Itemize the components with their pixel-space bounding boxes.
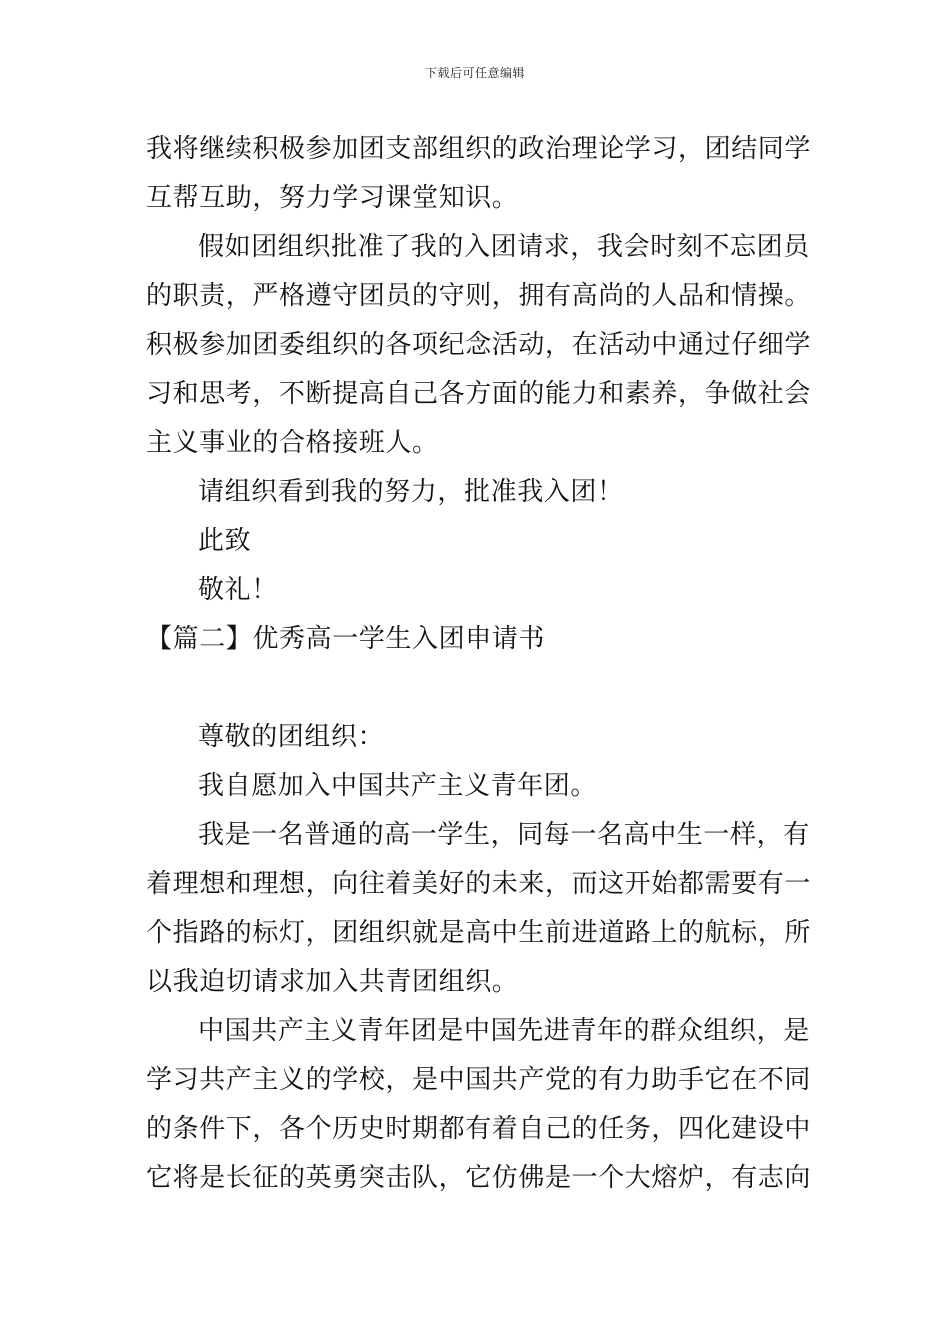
text-line: 请组织看到我的努力，批准我入团！ [198, 477, 624, 507]
text-line: 此致 [198, 526, 252, 556]
text-line: 的条件下，各个历史时期都有着自己的任务，四化建设中 [146, 1114, 812, 1144]
text-line: 我自愿加入中国共产主义青年团。 [198, 771, 598, 801]
text-line: 中国共产主义青年团是中国先进青年的群众组织，是 [198, 1016, 810, 1046]
text-line: 尊敬的团组织： [198, 722, 385, 752]
paragraph-spacer [146, 664, 811, 713]
text-line: 以我迫切请求加入共青团组织。 [146, 967, 519, 997]
document-body [146, 125, 811, 1203]
text-line: 着理想和理想，向往着美好的未来，而这开始都需要有一 [146, 869, 812, 899]
text-line: 习和思考，不断提高自己各方面的能力和素养，争做社会 [146, 379, 812, 409]
text-line: 【篇二】优秀高一学生入团申请书 [146, 624, 546, 654]
paragraph [146, 811, 811, 1007]
text-line: 它将是长征的英勇突击队，它仿佛是一个大熔炉，有志向 [146, 1163, 812, 1193]
paragraph [146, 1007, 811, 1203]
paragraph [146, 517, 811, 566]
text-line: 我是一名普通的高一学生，同每一名高中生一样，有 [198, 820, 810, 850]
page-header-text: 下载后可任意编辑 [424, 66, 525, 80]
text-line: 我将继续积极参加团支部组织的政治理论学习，团结同学 [146, 134, 812, 164]
text-line: 假如团组织批准了我的入团请求，我会时刻不忘团员 [198, 232, 810, 262]
paragraph [146, 713, 811, 762]
text-line: 积极参加团委组织的各项纪念活动，在活动中通过仔细学 [146, 330, 812, 360]
paragraph [146, 223, 811, 468]
text-line: 个指路的标灯，团组织就是高中生前进道路上的航标，所 [146, 918, 812, 948]
text-line: 互帮互助，努力学习课堂知识。 [146, 183, 519, 213]
text-line: 学习共产主义的学校，是中国共产党的有力助手它在不同 [146, 1065, 812, 1095]
paragraph [146, 566, 811, 615]
paragraph [146, 468, 811, 517]
text-line: 敬礼！ [198, 575, 278, 605]
paragraph [146, 762, 811, 811]
paragraph [146, 125, 811, 223]
text-line: 主义事业的合格接班人。 [146, 428, 439, 458]
section-heading [146, 615, 811, 664]
text-line: 的职责，严格遵守团员的守则，拥有高尚的人品和情操。 [146, 281, 812, 311]
